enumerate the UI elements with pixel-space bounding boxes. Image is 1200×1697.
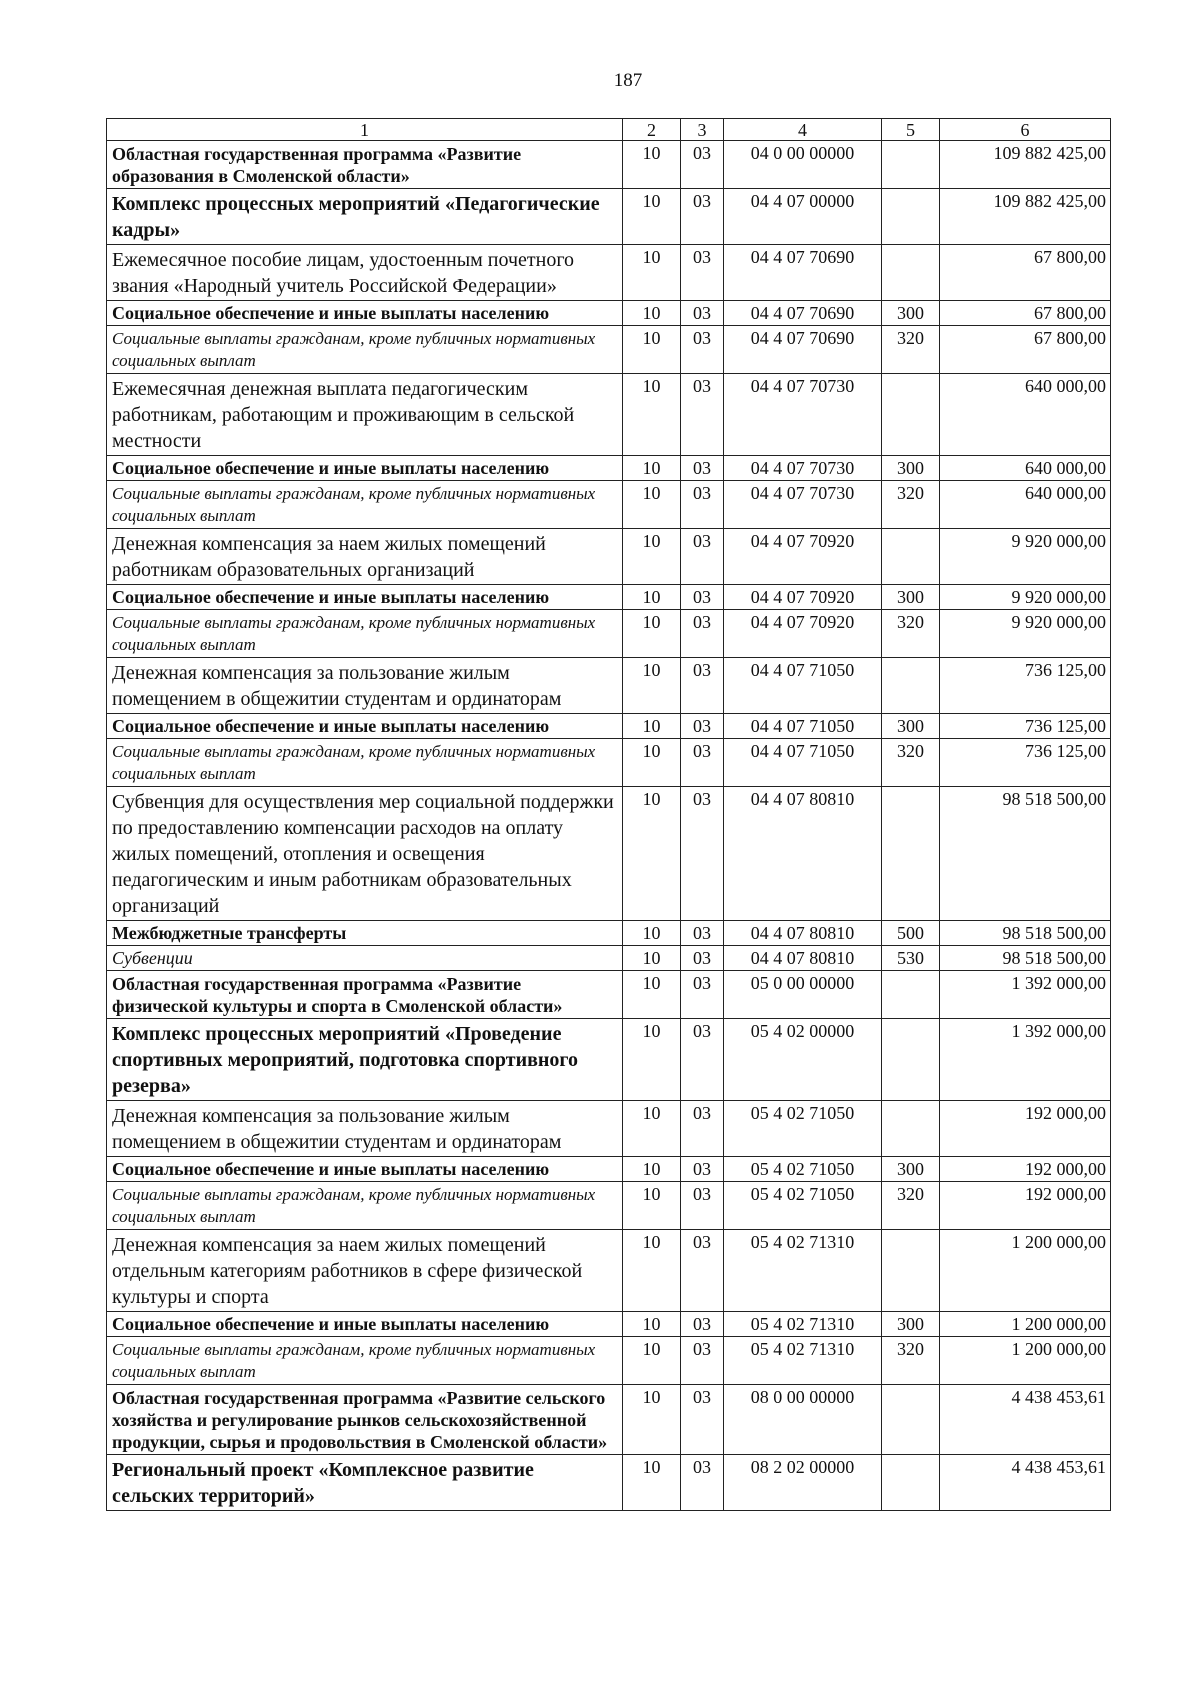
row-expense-type-cell [882,971,940,1019]
row-amount-cell: 640 000,00 [940,456,1111,481]
row-amount-cell: 9 920 000,00 [940,529,1111,585]
row-amount-cell: 192 000,00 [940,1182,1111,1230]
header-col-3: 3 [681,119,724,141]
row-target-code-cell: 08 2 02 00000 [724,1455,882,1511]
row-expense-type-cell [882,1385,940,1455]
row-subsection-cell: 03 [681,529,724,585]
row-name-cell: Ежемесячное пособие лицам, удостоенным почетного звания «Народный учитель Российской Федерации» [107,245,623,301]
row-expense-type-cell: 300 [882,301,940,326]
row-amount-cell: 109 882 425,00 [940,189,1111,245]
table-row [107,1455,1111,1511]
row-target-code-cell: 04 4 07 00000 [724,189,882,245]
row-section-cell: 10 [623,658,681,714]
table-row [107,1230,1111,1312]
row-subsection-cell: 03 [681,658,724,714]
table-row [107,1101,1111,1157]
row-target-code-cell: 04 4 07 70920 [724,610,882,658]
row-name-cell: Социальное обеспечение и иные выплаты населению [107,1157,623,1182]
header-col-4: 4 [724,119,882,141]
row-target-code-cell: 05 0 00 00000 [724,971,882,1019]
row-amount-cell: 98 518 500,00 [940,787,1111,921]
row-target-code-cell: 04 4 07 80810 [724,787,882,921]
table-row [107,1337,1111,1385]
row-subsection-cell: 03 [681,301,724,326]
row-amount-cell: 736 125,00 [940,714,1111,739]
row-amount-cell: 1 392 000,00 [940,971,1111,1019]
row-section-cell: 10 [623,610,681,658]
row-section-cell: 10 [623,326,681,374]
row-expense-type-cell: 320 [882,326,940,374]
row-subsection-cell: 03 [681,714,724,739]
row-section-cell: 10 [623,921,681,946]
row-expense-type-cell: 300 [882,1157,940,1182]
row-target-code-cell: 05 4 02 71310 [724,1312,882,1337]
row-name-cell: Социальные выплаты гражданам, кроме публичных нормативных социальных выплат [107,1182,623,1230]
row-section-cell: 10 [623,1182,681,1230]
row-subsection-cell: 03 [681,921,724,946]
table-row [107,585,1111,610]
budget-table [106,118,1111,1511]
row-section-cell: 10 [623,481,681,529]
row-target-code-cell: 04 4 07 71050 [724,739,882,787]
row-name-cell: Денежная компенсация за наем жилых помещений работникам образовательных организаций [107,529,623,585]
row-amount-cell: 98 518 500,00 [940,946,1111,971]
row-amount-cell: 4 438 453,61 [940,1455,1111,1511]
row-expense-type-cell [882,1230,940,1312]
row-expense-type-cell [882,529,940,585]
row-subsection-cell: 03 [681,1182,724,1230]
header-row [107,119,1111,141]
table-row [107,1385,1111,1455]
table-row [107,456,1111,481]
row-subsection-cell: 03 [681,1385,724,1455]
row-subsection-cell: 03 [681,481,724,529]
page-number: 187 [613,70,643,91]
row-amount-cell: 640 000,00 [940,374,1111,456]
table-row [107,1157,1111,1182]
row-subsection-cell: 03 [681,189,724,245]
row-expense-type-cell: 300 [882,585,940,610]
row-section-cell: 10 [623,374,681,456]
row-section-cell: 10 [623,1101,681,1157]
row-target-code-cell: 05 4 02 71050 [724,1157,882,1182]
row-subsection-cell: 03 [681,971,724,1019]
row-name-cell: Денежная компенсация за пользование жилым помещением в общежитии студентам и ординаторам [107,658,623,714]
row-amount-cell: 1 200 000,00 [940,1230,1111,1312]
row-expense-type-cell: 320 [882,481,940,529]
row-amount-cell: 9 920 000,00 [940,610,1111,658]
row-expense-type-cell [882,787,940,921]
table-row [107,326,1111,374]
row-name-cell: Социальные выплаты гражданам, кроме публичных нормативных социальных выплат [107,1337,623,1385]
row-section-cell: 10 [623,971,681,1019]
row-target-code-cell: 08 0 00 00000 [724,1385,882,1455]
row-expense-type-cell [882,1101,940,1157]
row-target-code-cell: 04 4 07 70690 [724,245,882,301]
row-section-cell: 10 [623,1157,681,1182]
row-target-code-cell: 04 4 07 70730 [724,456,882,481]
row-amount-cell: 4 438 453,61 [940,1385,1111,1455]
table-row [107,787,1111,921]
row-target-code-cell: 05 4 02 71050 [724,1182,882,1230]
row-section-cell: 10 [623,301,681,326]
row-amount-cell: 192 000,00 [940,1101,1111,1157]
row-target-code-cell: 05 4 02 71310 [724,1337,882,1385]
header-col-1: 1 [107,119,623,141]
table-row [107,1312,1111,1337]
row-amount-cell: 640 000,00 [940,481,1111,529]
row-subsection-cell: 03 [681,1312,724,1337]
row-name-cell: Комплекс процессных мероприятий «Педагогические кадры» [107,189,623,245]
row-section-cell: 10 [623,787,681,921]
table-row [107,971,1111,1019]
row-target-code-cell: 04 4 07 70730 [724,374,882,456]
table-row [107,245,1111,301]
row-amount-cell: 736 125,00 [940,739,1111,787]
table-row [107,946,1111,971]
header-col-2: 2 [623,119,681,141]
row-subsection-cell: 03 [681,1230,724,1312]
row-subsection-cell: 03 [681,374,724,456]
row-expense-type-cell: 300 [882,714,940,739]
row-section-cell: 10 [623,529,681,585]
row-section-cell: 10 [623,946,681,971]
row-name-cell: Социальное обеспечение и иные выплаты населению [107,301,623,326]
row-section-cell: 10 [623,1019,681,1101]
row-subsection-cell: 03 [681,1101,724,1157]
row-name-cell: Субвенции [107,946,623,971]
row-expense-type-cell: 320 [882,610,940,658]
row-amount-cell: 1 200 000,00 [940,1312,1111,1337]
row-subsection-cell: 03 [681,946,724,971]
row-expense-type-cell [882,658,940,714]
budget-table-container [106,118,1110,1511]
row-name-cell: Социальное обеспечение и иные выплаты населению [107,714,623,739]
row-amount-cell: 9 920 000,00 [940,585,1111,610]
row-subsection-cell: 03 [681,1337,724,1385]
row-section-cell: 10 [623,1385,681,1455]
table-row [107,141,1111,189]
table-row [107,658,1111,714]
row-subsection-cell: 03 [681,1455,724,1511]
row-name-cell: Социальные выплаты гражданам, кроме публичных нормативных социальных выплат [107,739,623,787]
row-name-cell: Социальное обеспечение и иные выплаты населению [107,585,623,610]
row-subsection-cell: 03 [681,141,724,189]
row-expense-type-cell [882,141,940,189]
row-name-cell: Межбюджетные трансферты [107,921,623,946]
row-amount-cell: 109 882 425,00 [940,141,1111,189]
row-section-cell: 10 [623,1455,681,1511]
row-target-code-cell: 04 0 00 00000 [724,141,882,189]
row-target-code-cell: 04 4 07 70730 [724,481,882,529]
row-subsection-cell: 03 [681,610,724,658]
row-section-cell: 10 [623,1312,681,1337]
row-name-cell: Субвенция для осуществления мер социальной поддержки по предоставлению компенсации расходов на оплату жилых помещений, отопления и освещения педагогическим и иным работникам образовательных организаций [107,787,623,921]
row-subsection-cell: 03 [681,1019,724,1101]
row-expense-type-cell: 320 [882,1182,940,1230]
row-section-cell: 10 [623,141,681,189]
table-row [107,1019,1111,1101]
table-row [107,921,1111,946]
table-row [107,610,1111,658]
row-name-cell: Социальное обеспечение и иные выплаты населению [107,1312,623,1337]
table-row [107,529,1111,585]
row-amount-cell: 67 800,00 [940,301,1111,326]
row-expense-type-cell [882,189,940,245]
row-expense-type-cell [882,1455,940,1511]
row-expense-type-cell [882,1019,940,1101]
row-subsection-cell: 03 [681,1157,724,1182]
row-section-cell: 10 [623,1337,681,1385]
row-expense-type-cell: 530 [882,946,940,971]
row-target-code-cell: 04 4 07 71050 [724,658,882,714]
row-expense-type-cell [882,245,940,301]
row-target-code-cell: 04 4 07 70690 [724,301,882,326]
row-amount-cell: 67 800,00 [940,245,1111,301]
row-expense-type-cell: 320 [882,739,940,787]
row-target-code-cell: 05 4 02 71050 [724,1101,882,1157]
table-row [107,714,1111,739]
row-subsection-cell: 03 [681,456,724,481]
table-row [107,189,1111,245]
row-target-code-cell: 05 4 02 71310 [724,1230,882,1312]
header-col-5: 5 [882,119,940,141]
table-row [107,374,1111,456]
row-amount-cell: 1 200 000,00 [940,1337,1111,1385]
row-expense-type-cell [882,374,940,456]
row-section-cell: 10 [623,585,681,610]
row-target-code-cell: 04 4 07 80810 [724,921,882,946]
row-section-cell: 10 [623,714,681,739]
row-target-code-cell: 05 4 02 00000 [724,1019,882,1101]
row-subsection-cell: 03 [681,787,724,921]
row-amount-cell: 98 518 500,00 [940,921,1111,946]
table-body [107,141,1111,1511]
row-expense-type-cell: 500 [882,921,940,946]
row-subsection-cell: 03 [681,245,724,301]
row-name-cell: Региональный проект «Комплексное развитие сельских территорий» [107,1455,623,1511]
row-name-cell: Областная государственная программа «Развитие образования в Смоленской области» [107,141,623,189]
row-name-cell: Областная государственная программа «Развитие сельского хозяйства и регулирование рынков сельскохозяйственной продукции, сырья и продовольствия в Смоленской области» [107,1385,623,1455]
table-row [107,1182,1111,1230]
row-subsection-cell: 03 [681,739,724,787]
row-section-cell: 10 [623,245,681,301]
row-expense-type-cell: 300 [882,456,940,481]
row-target-code-cell: 04 4 07 70920 [724,529,882,585]
row-name-cell: Областная государственная программа «Развитие физической культуры и спорта в Смоленской области» [107,971,623,1019]
row-target-code-cell: 04 4 07 80810 [724,946,882,971]
row-target-code-cell: 04 4 07 70920 [724,585,882,610]
header-col-6: 6 [940,119,1111,141]
row-expense-type-cell: 320 [882,1337,940,1385]
row-section-cell: 10 [623,189,681,245]
row-amount-cell: 736 125,00 [940,658,1111,714]
row-name-cell: Социальные выплаты гражданам, кроме публичных нормативных социальных выплат [107,481,623,529]
table-row [107,739,1111,787]
row-name-cell: Социальные выплаты гражданам, кроме публичных нормативных социальных выплат [107,326,623,374]
row-section-cell: 10 [623,456,681,481]
row-name-cell: Социальные выплаты гражданам, кроме публичных нормативных социальных выплат [107,610,623,658]
table-row [107,481,1111,529]
row-target-code-cell: 04 4 07 71050 [724,714,882,739]
row-section-cell: 10 [623,739,681,787]
row-name-cell: Социальное обеспечение и иные выплаты населению [107,456,623,481]
row-name-cell: Денежная компенсация за пользование жилым помещением в общежитии студентам и ординаторам [107,1101,623,1157]
row-subsection-cell: 03 [681,326,724,374]
row-amount-cell: 1 392 000,00 [940,1019,1111,1101]
row-expense-type-cell: 300 [882,1312,940,1337]
row-amount-cell: 67 800,00 [940,326,1111,374]
row-target-code-cell: 04 4 07 70690 [724,326,882,374]
row-amount-cell: 192 000,00 [940,1157,1111,1182]
table-row [107,301,1111,326]
row-subsection-cell: 03 [681,585,724,610]
row-section-cell: 10 [623,1230,681,1312]
row-name-cell: Комплекс процессных мероприятий «Проведение спортивных мероприятий, подготовка спортивного резерва» [107,1019,623,1101]
row-name-cell: Ежемесячная денежная выплата педагогическим работникам, работающим и проживающим в сельской местности [107,374,623,456]
row-name-cell: Денежная компенсация за наем жилых помещений отдельным категориям работников в сфере физической культуры и спорта [107,1230,623,1312]
